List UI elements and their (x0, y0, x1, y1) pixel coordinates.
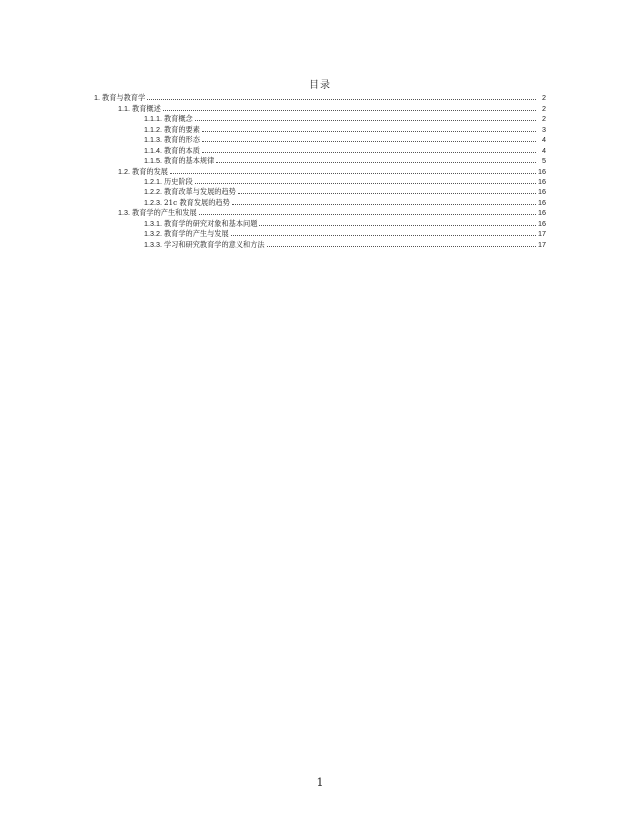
toc-entry[interactable] (94, 134, 546, 144)
toc-entry-number: 1.1.3. (144, 135, 162, 145)
toc-entry-page: 4 (542, 145, 546, 155)
toc-dot-leader (267, 245, 536, 247)
toc-entry[interactable] (94, 165, 546, 175)
toc-dot-leader (238, 192, 536, 194)
toc-entry-page: 4 (542, 135, 546, 145)
toc-dot-leader (170, 172, 536, 174)
toc-entry-title: 历史阶段 (163, 176, 193, 186)
toc-entry-page: 16 (538, 197, 546, 207)
toc-entry[interactable] (94, 238, 546, 248)
toc-entry-page: 16 (538, 187, 546, 197)
toc-dot-leader (231, 234, 536, 236)
toc-title: 目录 (309, 80, 331, 91)
toc-entry-page: 16 (538, 218, 546, 228)
toc-entry[interactable] (94, 144, 546, 154)
toc-entry-number: 1.3.1. (144, 218, 162, 228)
toc-entry-title: 学习和研究教育学的意义和方法 (163, 239, 265, 249)
toc-entry[interactable] (94, 113, 546, 123)
toc-entry-title: 教育改革与发展的趋势 (163, 187, 236, 197)
page-number: 1 (316, 776, 324, 789)
toc-dot-leader (216, 161, 536, 163)
toc-entry[interactable] (94, 228, 546, 238)
toc-entry-title: 教育学的研究对象和基本问题 (163, 218, 258, 228)
toc-entry[interactable] (94, 207, 546, 217)
toc-entry-number: 1.3. (118, 208, 130, 218)
toc-entry[interactable] (94, 155, 546, 165)
toc-entry-page: 2 (542, 114, 546, 124)
toc-entry-title: 教育的要素 (163, 124, 200, 134)
toc-entry-title: 教育的形态 (163, 135, 200, 145)
toc-entry[interactable] (94, 92, 546, 102)
toc-entry-title: 教育的基本规律 (163, 156, 215, 166)
toc-dot-leader (202, 140, 536, 142)
toc-dot-leader (259, 224, 536, 226)
toc-entry-number: 1.1. (118, 103, 130, 113)
toc-entry[interactable] (94, 176, 546, 186)
toc-entry-number: 1. (94, 93, 100, 103)
toc-entry-title: 教育与教育学 (102, 93, 146, 103)
toc-entry-title: 教育概念 (163, 114, 193, 124)
toc-entry-page: 17 (538, 239, 546, 249)
table-of-contents (94, 92, 546, 249)
toc-entry-title: 教育学的产生与发展 (163, 229, 229, 239)
toc-entry-title: 21c 教育发展的趋势 (163, 197, 230, 207)
toc-dot-leader (195, 182, 536, 184)
toc-entry-page: 17 (538, 229, 546, 239)
toc-entry-number: 1.1.2. (144, 124, 162, 134)
toc-entry[interactable] (94, 196, 546, 206)
toc-entry-number: 1.2.3. (144, 197, 162, 207)
toc-entry-number: 1.2.1. (144, 176, 162, 186)
toc-entry-page: 16 (538, 176, 546, 186)
toc-entry-page: 16 (538, 208, 546, 218)
toc-entry-number: 1.2. (118, 166, 130, 176)
toc-dot-leader (195, 119, 536, 121)
toc-entry-page: 16 (538, 166, 546, 176)
toc-entry[interactable] (94, 123, 546, 133)
toc-entry[interactable] (94, 217, 546, 227)
toc-entry-number: 1.1.1. (144, 114, 162, 124)
toc-dot-leader (199, 213, 536, 215)
toc-entry-title: 教育的本质 (163, 145, 200, 155)
toc-entry-number: 1.3.3. (144, 239, 162, 249)
toc-entry-number: 1.2.2. (144, 187, 162, 197)
toc-entry-page: 5 (542, 156, 546, 166)
toc-entry-page: 3 (542, 124, 546, 134)
toc-dot-leader (147, 98, 536, 100)
toc-entry[interactable] (94, 186, 546, 196)
toc-dot-leader (202, 130, 536, 132)
toc-dot-leader (163, 109, 536, 111)
toc-dot-leader (232, 203, 536, 205)
toc-entry-page: 2 (542, 93, 546, 103)
toc-entry-number: 1.1.4. (144, 145, 162, 155)
toc-entry-number: 1.1.5. (144, 156, 162, 166)
toc-entry-page: 2 (542, 103, 546, 113)
toc-entry-title: 教育的发展 (132, 166, 168, 176)
toc-entry-title: 教育学的产生和发展 (132, 208, 197, 218)
toc-entry-title: 教育概述 (132, 103, 161, 113)
toc-dot-leader (202, 151, 536, 153)
toc-entry-number: 1.3.2. (144, 229, 162, 239)
toc-entry[interactable] (94, 102, 546, 112)
